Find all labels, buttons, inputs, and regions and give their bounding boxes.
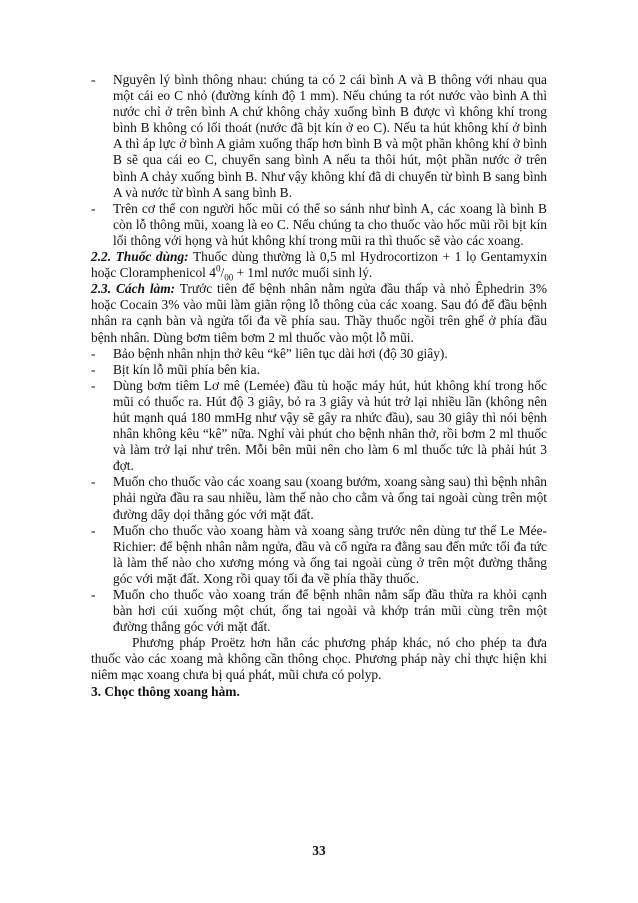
list-item	[91, 587, 547, 635]
drug-text: Thuốc dùng thường là 0,5 ml Hydrocortizon + 1 lọ Gentamyxin hoặc Cloramphenicol 4	[91, 249, 547, 281]
list-item-text: Bịt kín lỗ mũi phía bên kia.	[113, 361, 260, 377]
list-item-text: Bảo bệnh nhân nhịn thở kêu “kê” liên tục dài hơi (độ 30 giây).	[113, 345, 448, 361]
drug-paragraph	[91, 249, 547, 281]
drug-text-end: + 1ml nước muối sinh lý.	[233, 265, 373, 281]
concentration-slash: /	[220, 265, 225, 281]
page-number: 33	[312, 843, 326, 858]
bullet-dash: -	[91, 345, 96, 361]
list-item-text: Muốn cho thuốc vào xoang hàm và xoang sàng trước nên dùng tư thế Le Mée- Richier: để bệnh nhân nằm ngửa, đầu và cổ ngửa ra đằng sau đến mức tối đa tức là làm thế nào cho xương móng và ống tai ngoài cùng ở trên một đường thẳng góc với mặt đất. Xong rồi quay tối đa về phía thầy thuốc.	[113, 522, 547, 586]
bullet-dash: -	[91, 474, 96, 490]
list-item-text: Nguyên lý bình thông nhau: chúng ta có 2 cái bình A và B thông với nhau qua một cái eo C nhỏ (đường kính độ 1 mm). Nếu chúng ta rót nước vào bình A thì nước chỉ ở trên bình A chứ không chảy xuống bình B được vì không khí trong bình B không có lối thoát (nước đã bịt kín ở eo C). Nếu ta hút không khí ở bình A thì áp lực ở bình A giảm xuống thấp hơn bình B và một phần không khí ở bình B sẽ qua cái eo C, chuyển sang bình A nếu ta thôi hút, một phần nước ở trên bình A chảy xuống bình B. Như vậy không khí đã di chuyển từ bình B sang bình A và nước từ bình A sang bình B.	[113, 72, 547, 200]
list-item	[91, 362, 547, 378]
list-item-text: Trên cơ thể con người hốc mũi có thể so sánh như bình A, các xoang là bình B còn lỗ thông mũi, xoang là eo C. Nếu chúng ta cho thuốc vào hốc mũi rồi bịt kín lối thông với họng và hút không khí trong mũi ra thì thuốc sẽ vào các xoang.	[113, 200, 547, 248]
list-item-text: Muốn cho thuốc vào xoang trán để bệnh nhân nằm sấp đầu thừa ra khỏi cạnh bàn hơi cúi xuống một chút, ống tai ngoài và khớp trán mũi cùng trên một đường thẳng góc với mặt đất.	[113, 587, 547, 635]
concentration-subscript: 00	[224, 272, 234, 283]
list-item	[91, 523, 547, 587]
list-item	[91, 474, 547, 522]
list-item-text: Dùng bơm tiêm Lơ mê (Lemée) đầu tù hoặc máy hút, hút không khí trong hốc mũi có thuốc ra. Hút độ 3 giây, bỏ ra 3 giây và hút trở lại nhiều lần (không nên hút mạnh quá 180 mmHg như vậy sẽ gây ra nhức đầu), sau 30 giây thì nói bệnh nhân không kêu “kê” nữa. Nghỉ vài phút cho bệnh nhân thở, rồi bơm 2 ml thuốc và làm trở lại như trên. Mỗi bên mũi nên cho làm 6 ml thuốc tức là phải hút 3 đợt.	[113, 377, 547, 474]
list-item	[91, 201, 547, 249]
method-text: Trước tiên để bệnh nhân nằm ngửa đầu thấp và nhỏ Êphedrin 3% hoặc Cocain 3% vào mũi làm giãn rộng lỗ thông của các xoang. Sau đó để đầu bệnh nhân ra cạnh bàn và ngửa tối đa về phía sau. Thầy thuốc ngồi trên ghế ở phía đầu bệnh nhân. Dùng bơm tiêm bơm 2 ml thuốc vào một lỗ mũi.	[91, 281, 547, 345]
list-item	[91, 72, 547, 201]
list-item-text: Muốn cho thuốc vào các xoang sau (xoang bướm, xoang sàng sau) thì bệnh nhân phải ngửa đầu ra sau nhiều, làm thế nào cho cằm và ống tai ngoài cùng trên một đường dây dọi thẳng góc với mặt đất.	[113, 474, 547, 522]
list-item	[91, 378, 547, 475]
drug-heading: 2.2. Thuốc dùng:	[91, 249, 189, 265]
list-item	[91, 346, 547, 362]
method-heading: 2.3. Cách làm:	[91, 281, 176, 297]
section-heading: 3. Chọc thông xoang hàm.	[91, 683, 240, 699]
page-content	[91, 72, 547, 700]
method-paragraph	[91, 281, 547, 345]
bullet-dash: -	[91, 200, 96, 216]
bullet-dash: -	[91, 361, 96, 377]
bullet-dash: -	[91, 72, 96, 87]
closing-paragraph: Phương pháp Proëtz hơn hẳn các phương pháp khác, nó cho phép ta đưa thuốc vào các xoang mà không cần thông chọc. Phương pháp này chỉ thực hiện khi niêm mạc xoang chưa bị quá phát, mũi chưa có polyp.	[91, 635, 547, 683]
bullet-dash: -	[91, 377, 96, 393]
bullet-dash: -	[91, 522, 96, 538]
concentration-superscript: 0	[215, 263, 221, 274]
bullet-dash: -	[91, 587, 96, 602]
